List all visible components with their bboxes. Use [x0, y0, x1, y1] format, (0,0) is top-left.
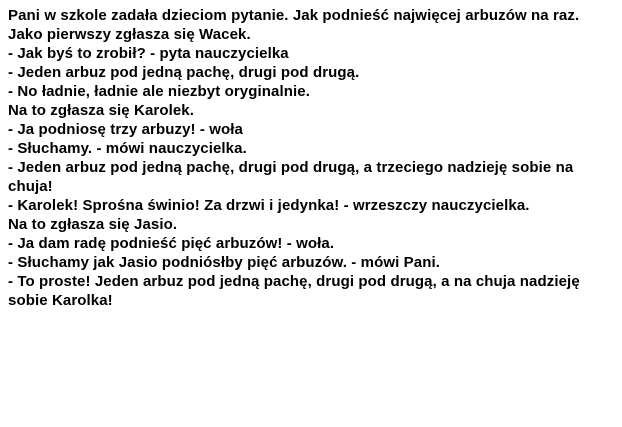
- joke-line: Na to zgłasza się Karolek.: [8, 102, 195, 119]
- joke-line: - Ja dam radę podnieść pięć arbuzów! - woła.: [8, 235, 335, 252]
- joke-line: chuja!: [8, 178, 53, 195]
- joke-line: sobie Karolka!: [8, 292, 113, 309]
- joke-line: Jako pierwszy zgłasza się Wacek.: [8, 26, 251, 43]
- joke-line: Na to zgłasza się Jasio.: [8, 216, 178, 233]
- joke-line: - Słuchamy. - mówi nauczycielka.: [8, 140, 247, 157]
- joke-line: - No ładnie, ładnie ale niezbyt oryginalnie.: [8, 83, 310, 100]
- joke-line: - Jeden arbuz pod jedną pachę, drugi pod drugą, a trzeciego nadzieję sobie na: [8, 159, 574, 176]
- joke-line: Pani w szkole zadała dzieciom pytanie. Jak podnieść najwięcej arbuzów na raz.: [8, 7, 580, 24]
- joke-line: - Słuchamy jak Jasio podniósłby pięć arbuzów. - mówi Pani.: [8, 254, 441, 271]
- joke-line: - To proste! Jeden arbuz pod jedną pachę, drugi pod drugą, a na chuja nadzieję: [8, 273, 580, 290]
- joke-line: - Ja podniosę trzy arbuzy! - woła: [8, 121, 244, 138]
- joke-line: - Karolek! Sprośna świnio! Za drzwi i jedynka! - wrzeszczy nauczycielka.: [8, 197, 530, 214]
- joke-line: - Jeden arbuz pod jedną pachę, drugi pod drugą.: [8, 64, 360, 81]
- joke-line: - Jak byś to zrobił? - pyta nauczycielka: [8, 45, 289, 62]
